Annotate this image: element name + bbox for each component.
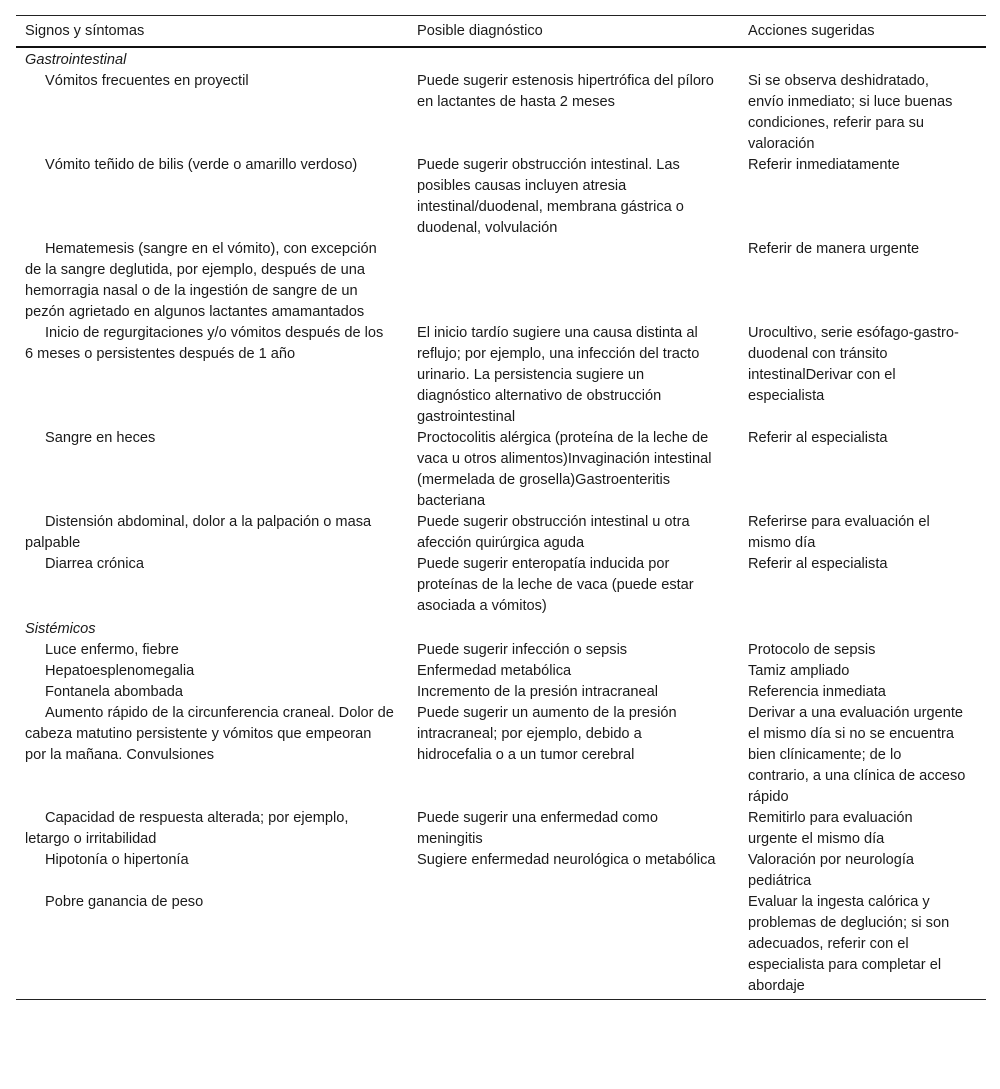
table-row bbox=[16, 661, 986, 682]
table-body bbox=[16, 47, 986, 1000]
diagnosis-cell: Puede sugerir obstrucción intestinal u otra afección quirúrgica aguda bbox=[417, 514, 690, 551]
action-cell: Urocultivo, serie esófago-gastro-duodenal con tránsito intestinalDerivar con el especialista bbox=[748, 325, 959, 404]
header-diagnosis: Posible diagnóstico bbox=[408, 16, 739, 48]
symptom-cell: Capacidad de respuesta alterada; por ejemplo, letargo o irritabilidad bbox=[25, 810, 349, 847]
diagnosis-cell: Puede sugerir infección o sepsis bbox=[417, 642, 628, 658]
diagnosis-cell bbox=[408, 892, 739, 1000]
action-cell: Referencia inmediata bbox=[748, 684, 886, 700]
table-header-row bbox=[16, 16, 986, 48]
header-actions: Acciones sugeridas bbox=[739, 16, 986, 48]
symptom-cell: Sangre en heces bbox=[45, 430, 156, 446]
action-cell: Referir inmediatamente bbox=[748, 157, 900, 173]
action-cell: Si se observa deshidratado, envío inmediato; si luce buenas condiciones, referir para su valoración bbox=[748, 73, 953, 152]
symptom-cell: Distensión abdominal, dolor a la palpación o masa palpable bbox=[25, 514, 372, 551]
diagnosis-cell: Puede sugerir una enfermedad como meningitis bbox=[417, 810, 658, 847]
diagnosis-cell: Incremento de la presión intracraneal bbox=[417, 684, 658, 700]
action-cell: Referirse para evaluación el mismo día bbox=[748, 514, 930, 551]
symptom-cell: Hepatoesplenomegalia bbox=[45, 663, 195, 679]
symptom-cell: Inicio de regurgitaciones y/o vómitos después de los 6 meses o persistentes después de 1 año bbox=[25, 325, 384, 362]
symptom-cell: Pobre ganancia de peso bbox=[45, 894, 204, 910]
action-cell: Tamiz ampliado bbox=[748, 663, 850, 679]
symptom-cell: Fontanela abombada bbox=[45, 684, 183, 700]
action-cell: Referir al especialista bbox=[748, 556, 888, 572]
symptom-cell: Aumento rápido de la circunferencia craneal. Dolor de cabeza matutino persistente y vómitos que empeoran por la mañana. Convulsiones bbox=[25, 705, 394, 763]
table-row bbox=[16, 239, 986, 323]
action-cell: Derivar a una evaluación urgente el mismo día si no se encuentra bien clínicamente; de lo contrario, a una clínica de acceso rápido bbox=[748, 705, 966, 805]
symptom-cell: Vómitos frecuentes en proyectil bbox=[45, 73, 249, 89]
table-row bbox=[16, 892, 986, 1000]
section-title: Sistémicos bbox=[25, 621, 96, 637]
symptom-cell: Vómito teñido de bilis (verde o amarillo verdoso) bbox=[45, 157, 358, 173]
section-title: Gastrointestinal bbox=[25, 52, 127, 68]
diagnosis-cell: Puede sugerir un aumento de la presión intracraneal; por ejemplo, debido a hidrocefalia o a un tumor cerebral bbox=[417, 705, 677, 763]
table-row bbox=[16, 554, 986, 617]
table-row bbox=[16, 682, 986, 703]
diagnosis-cell: Puede sugerir obstrucción intestinal. Las posibles causas incluyen atresia intestinal/duodenal, membrana gástrica o duodenal, volvulación bbox=[417, 157, 684, 236]
header-signs: Signos y síntomas bbox=[16, 16, 408, 48]
table-row bbox=[16, 850, 986, 892]
diagnosis-cell: Puede sugerir enteropatía inducida por proteínas de la leche de vaca (puede estar asociada a vómitos) bbox=[417, 556, 694, 614]
section-row bbox=[16, 617, 986, 640]
action-cell: Referir al especialista bbox=[748, 430, 888, 446]
action-cell: Valoración por neurología pediátrica bbox=[748, 852, 915, 889]
diagnosis-cell: Sugiere enfermedad neurológica o metabólica bbox=[417, 852, 716, 868]
table-row bbox=[16, 512, 986, 554]
symptom-cell: Hipotonía o hipertonía bbox=[45, 852, 189, 868]
action-cell: Evaluar la ingesta calórica y problemas de deglución; si son adecuados, referir con el especialista para completar el abordaje bbox=[748, 894, 950, 994]
signs-symptoms-table bbox=[16, 15, 986, 1000]
symptom-cell: Hematemesis (sangre en el vómito), con excepción de la sangre deglutida, por ejemplo, después de una hemorragia nasal o de la ingestión de sangre de un pezón agrietado en algunos lactantes amamantados bbox=[25, 241, 377, 320]
table-row bbox=[16, 703, 986, 808]
table-row bbox=[16, 428, 986, 512]
table-row bbox=[16, 808, 986, 850]
table-row bbox=[16, 71, 986, 155]
action-cell: Remitirlo para evaluación urgente el mismo día bbox=[748, 810, 913, 847]
diagnosis-cell bbox=[408, 239, 739, 323]
symptom-cell: Diarrea crónica bbox=[45, 556, 144, 572]
table-row bbox=[16, 323, 986, 428]
action-cell: Referir de manera urgente bbox=[748, 241, 920, 257]
symptom-cell: Luce enfermo, fiebre bbox=[45, 642, 179, 658]
diagnosis-cell: Proctocolitis alérgica (proteína de la leche de vaca u otros alimentos)Invaginación intestinal (mermelada de grosella)Gastroenteritis bacteriana bbox=[417, 430, 712, 509]
diagnosis-cell: El inicio tardío sugiere una causa distinta al reflujo; por ejemplo, una infección del tracto urinario. La persistencia sugiere un diagnóstico alternativo de obstrucción gastrointestinal bbox=[417, 325, 700, 425]
diagnosis-cell: Enfermedad metabólica bbox=[417, 663, 572, 679]
action-cell: Protocolo de sepsis bbox=[748, 642, 876, 658]
table-row bbox=[16, 155, 986, 239]
section-row bbox=[16, 47, 986, 71]
diagnosis-cell: Puede sugerir estenosis hipertrófica del píloro en lactantes de hasta 2 meses bbox=[417, 73, 714, 110]
table-row bbox=[16, 640, 986, 661]
